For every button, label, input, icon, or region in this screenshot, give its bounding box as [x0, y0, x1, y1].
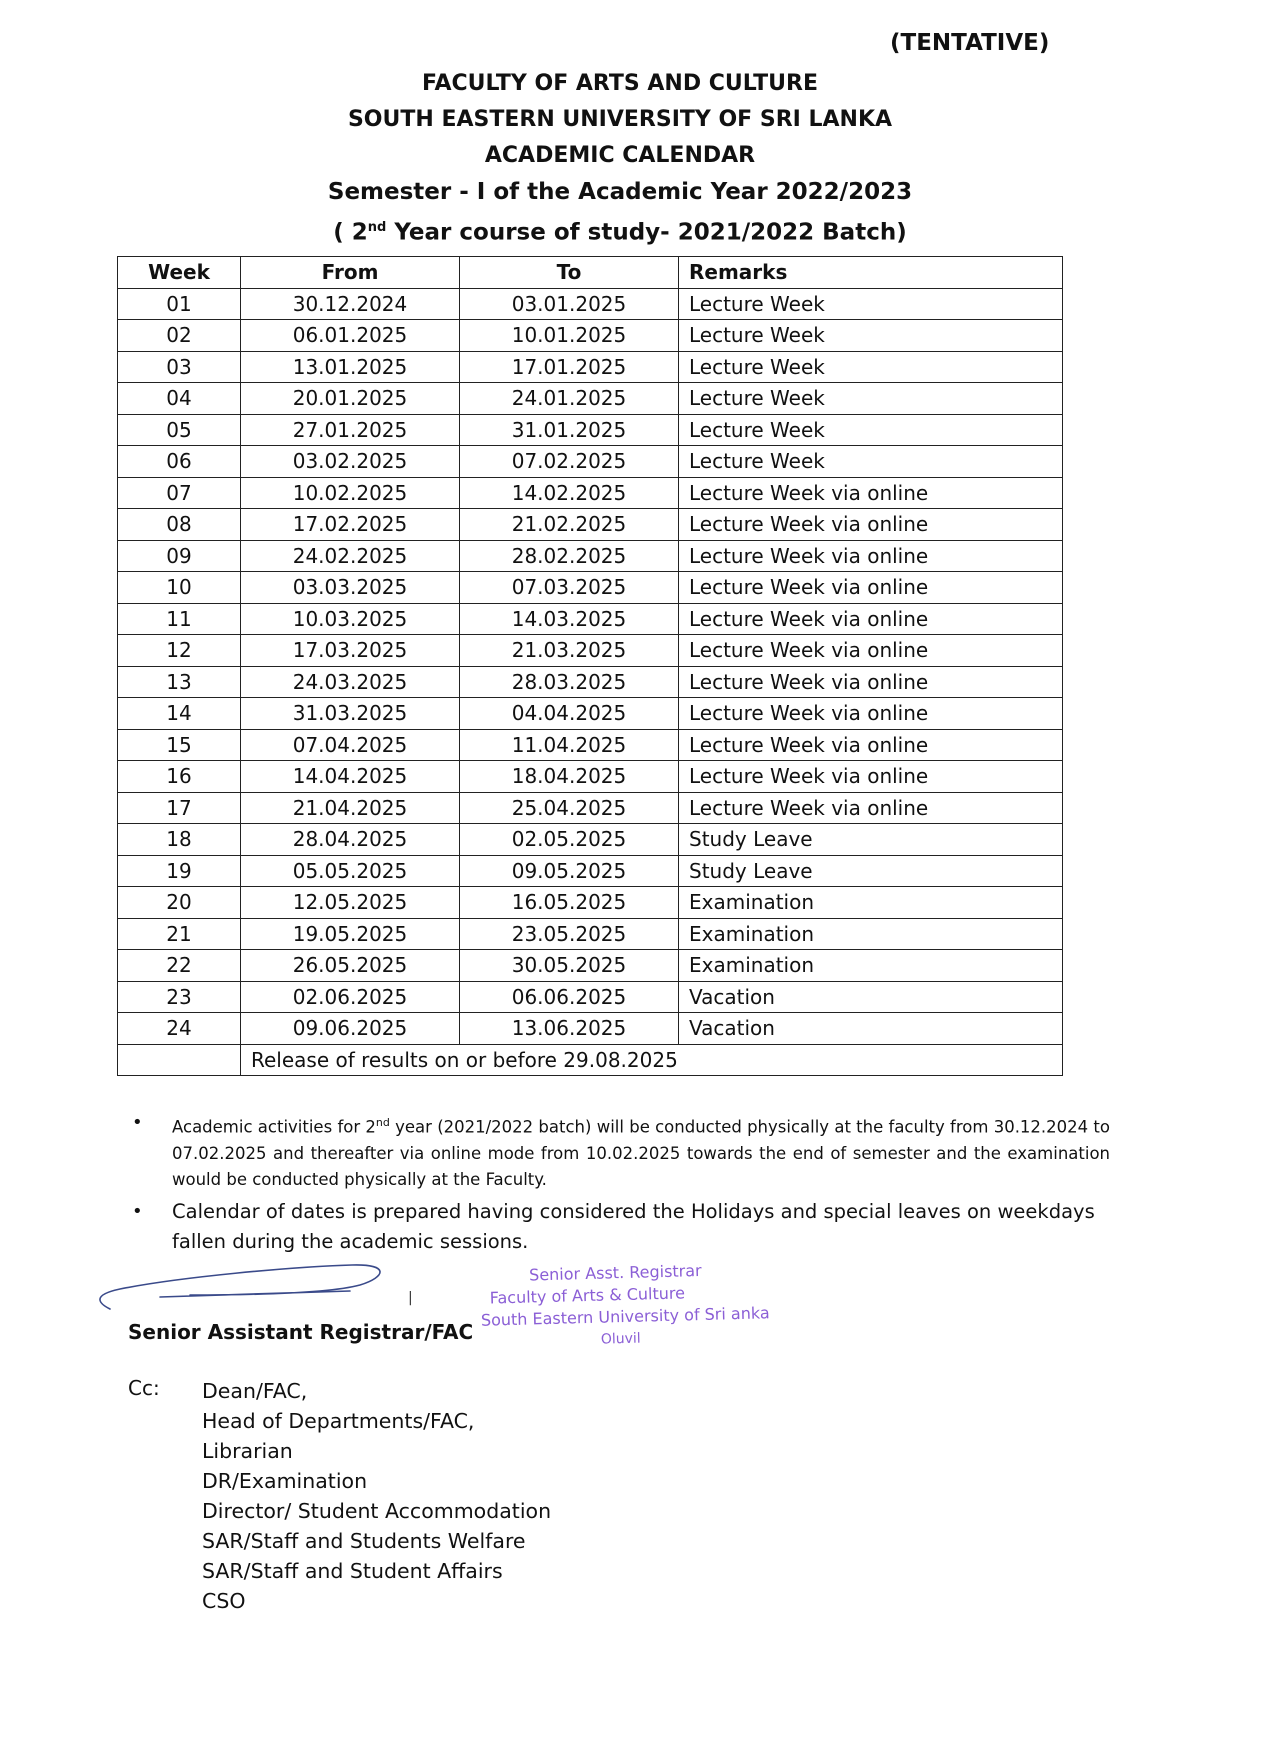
to-date-cell: 04.04.2025 — [460, 698, 679, 730]
remarks-cell: Examination — [679, 950, 1063, 982]
from-date-cell: 21.04.2025 — [241, 792, 460, 824]
week-cell: 05 — [118, 414, 241, 446]
signer-title: Senior Assistant Registrar/FAC — [128, 1320, 474, 1344]
from-date-cell: 03.02.2025 — [241, 446, 460, 478]
week-cell: 18 — [118, 824, 241, 856]
table-row — [118, 509, 1063, 541]
from-date-cell: 27.01.2025 — [241, 414, 460, 446]
to-date-cell: 31.01.2025 — [460, 414, 679, 446]
week-cell: 12 — [118, 635, 241, 667]
from-date-cell: 07.04.2025 — [241, 729, 460, 761]
table-row — [118, 540, 1063, 572]
cc-recipient: Head of Departments/FAC, — [202, 1409, 475, 1433]
notes-list — [130, 1110, 1110, 1257]
table-row — [118, 698, 1063, 730]
remarks-cell: Lecture Week via online — [679, 509, 1063, 541]
tentative-label: (TENTATIVE) — [890, 30, 1050, 56]
to-date-cell: 30.05.2025 — [460, 950, 679, 982]
to-date-cell: 03.01.2025 — [460, 288, 679, 320]
note-item: • Calendar of dates is prepared having considered the Holidays and special leaves on weekdays fallen during the academic sessions. — [130, 1197, 1110, 1257]
week-cell: 17 — [118, 792, 241, 824]
from-date-cell: 14.04.2025 — [241, 761, 460, 793]
week-cell: 22 — [118, 950, 241, 982]
official-stamp: Senior Asst. Registrar Faculty of Arts & Culture South Eastern University of Sri anka Oluvil — [480, 1260, 770, 1348]
remarks-cell: Examination — [679, 918, 1063, 950]
week-cell: 23 — [118, 981, 241, 1013]
week-cell: 03 — [118, 351, 241, 383]
to-date-cell: 14.03.2025 — [460, 603, 679, 635]
university-title: SOUTH EASTERN UNIVERSITY OF SRI LANKA — [347, 107, 893, 132]
from-date-cell: 19.05.2025 — [241, 918, 460, 950]
from-date-cell: 13.01.2025 — [241, 351, 460, 383]
remarks-cell: Lecture Week via online — [679, 572, 1063, 604]
semester-title: Semester - I of the Academic Year 2022/2023 — [327, 179, 913, 205]
week-cell: 02 — [118, 320, 241, 352]
cc-label: Cc: — [128, 1376, 160, 1400]
week-cell: 10 — [118, 572, 241, 604]
from-date-cell: 24.03.2025 — [241, 666, 460, 698]
bullet-icon: • — [132, 1200, 143, 1222]
remarks-cell: Lecture Week — [679, 320, 1063, 352]
from-date-cell: 09.06.2025 — [241, 1013, 460, 1045]
to-date-cell: 07.02.2025 — [460, 446, 679, 478]
from-date-cell: 17.03.2025 — [241, 635, 460, 667]
cc-recipient: CSO — [202, 1589, 246, 1613]
from-date-cell: 03.03.2025 — [241, 572, 460, 604]
cc-recipient: Dean/FAC, — [202, 1379, 308, 1403]
remarks-cell: Lecture Week via online — [679, 698, 1063, 730]
bullet-icon: • — [132, 1112, 143, 1133]
cc-recipient: SAR/Staff and Students Welfare — [202, 1529, 526, 1553]
note-item: • Academic activities for 2nd year (2021/2022 batch) will be conducted physically at the faculty from 30.12.2024 to 07.02.2025 and thereafter via online mode from 10.02.2025 towards the end of semester and the examination would be conducted physically at the Faculty. — [132, 1112, 1110, 1189]
week-cell: 13 — [118, 666, 241, 698]
week-cell: 11 — [118, 603, 241, 635]
table-row — [118, 792, 1063, 824]
from-date-cell: 30.12.2024 — [241, 288, 460, 320]
calendar-table — [117, 256, 1063, 1076]
table-row — [118, 950, 1063, 982]
week-cell: 08 — [118, 509, 241, 541]
to-date-cell: 21.02.2025 — [460, 509, 679, 541]
from-date-cell: 28.04.2025 — [241, 824, 460, 856]
to-date-cell: 14.02.2025 — [460, 477, 679, 509]
cc-recipient: Librarian — [202, 1439, 293, 1463]
table-row — [118, 446, 1063, 478]
cc-recipient-list — [202, 1376, 551, 1616]
week-cell: 20 — [118, 887, 241, 919]
week-cell: 04 — [118, 383, 241, 415]
week-cell: 15 — [118, 729, 241, 761]
remarks-cell: Lecture Week via online — [679, 792, 1063, 824]
week-cell: 01 — [118, 288, 241, 320]
remarks-cell: Lecture Week via online — [679, 540, 1063, 572]
batch-title: ( 2nd Year course of study- 2021/2022 Batch) — [333, 219, 907, 246]
remarks-cell: Vacation — [679, 1013, 1063, 1045]
week-cell: 24 — [118, 1013, 241, 1045]
document-header — [0, 66, 1240, 246]
table-row — [118, 351, 1063, 383]
remarks-cell: Study Leave — [679, 824, 1063, 856]
cc-recipient: DR/Examination — [202, 1469, 368, 1493]
remarks-cell: Lecture Week — [679, 351, 1063, 383]
cc-recipient: Director/ Student Accommodation — [202, 1499, 552, 1523]
table-row — [118, 603, 1063, 635]
week-cell: 16 — [118, 761, 241, 793]
to-date-cell: 25.04.2025 — [460, 792, 679, 824]
faculty-title: FACULTY OF ARTS AND CULTURE — [422, 71, 818, 96]
to-date-cell: 16.05.2025 — [460, 887, 679, 919]
table-row — [118, 729, 1063, 761]
remarks-cell: Lecture Week via online — [679, 477, 1063, 509]
table-row — [118, 572, 1063, 604]
to-date-cell: 09.05.2025 — [460, 855, 679, 887]
remarks-cell: Vacation — [679, 981, 1063, 1013]
column-header-week: Week — [118, 257, 241, 289]
to-date-cell: 13.06.2025 — [460, 1013, 679, 1045]
cc-recipient: SAR/Staff and Student Affairs — [202, 1559, 503, 1583]
column-header-to: To — [460, 257, 679, 289]
table-row — [118, 887, 1063, 919]
table-row — [118, 288, 1063, 320]
to-date-cell: 21.03.2025 — [460, 635, 679, 667]
week-cell: 21 — [118, 918, 241, 950]
week-cell: 19 — [118, 855, 241, 887]
table-row — [118, 635, 1063, 667]
to-date-cell: 28.02.2025 — [460, 540, 679, 572]
week-cell: 06 — [118, 446, 241, 478]
table-header-row — [118, 257, 1063, 289]
remarks-cell: Lecture Week via online — [679, 729, 1063, 761]
column-header-from: From — [241, 257, 460, 289]
results-release-note: Release of results on or before 29.08.2025 — [241, 1044, 1063, 1076]
to-date-cell: 18.04.2025 — [460, 761, 679, 793]
table-row — [118, 320, 1063, 352]
table-row — [118, 477, 1063, 509]
column-header-remarks: Remarks — [679, 257, 1063, 289]
table-row — [118, 1013, 1063, 1045]
week-cell: 07 — [118, 477, 241, 509]
from-date-cell: 12.05.2025 — [241, 887, 460, 919]
to-date-cell: 17.01.2025 — [460, 351, 679, 383]
table-row — [118, 666, 1063, 698]
from-date-cell: 10.02.2025 — [241, 477, 460, 509]
table-row — [118, 761, 1063, 793]
to-date-cell: 24.01.2025 — [460, 383, 679, 415]
table-row — [118, 824, 1063, 856]
remarks-cell: Study Leave — [679, 855, 1063, 887]
table-row — [118, 855, 1063, 887]
to-date-cell: 10.01.2025 — [460, 320, 679, 352]
table-row — [118, 981, 1063, 1013]
table-row — [118, 383, 1063, 415]
calendar-table-body — [118, 288, 1063, 1044]
from-date-cell: 10.03.2025 — [241, 603, 460, 635]
release-row — [118, 1044, 1063, 1076]
remarks-cell: Lecture Week via online — [679, 761, 1063, 793]
table-row — [118, 414, 1063, 446]
week-cell: 14 — [118, 698, 241, 730]
calendar-title: ACADEMIC CALENDAR — [484, 143, 756, 168]
from-date-cell: 20.01.2025 — [241, 383, 460, 415]
week-cell: 09 — [118, 540, 241, 572]
remarks-cell: Lecture Week — [679, 414, 1063, 446]
remarks-cell: Lecture Week via online — [679, 603, 1063, 635]
to-date-cell: 23.05.2025 — [460, 918, 679, 950]
from-date-cell: 26.05.2025 — [241, 950, 460, 982]
remarks-cell: Examination — [679, 887, 1063, 919]
to-date-cell: 07.03.2025 — [460, 572, 679, 604]
from-date-cell: 06.01.2025 — [241, 320, 460, 352]
to-date-cell: 11.04.2025 — [460, 729, 679, 761]
remarks-cell: Lecture Week via online — [679, 666, 1063, 698]
release-row-blank — [118, 1044, 241, 1076]
to-date-cell: 06.06.2025 — [460, 981, 679, 1013]
table-row — [118, 918, 1063, 950]
handwritten-signature — [90, 1255, 420, 1325]
from-date-cell: 05.05.2025 — [241, 855, 460, 887]
from-date-cell: 02.06.2025 — [241, 981, 460, 1013]
from-date-cell: 17.02.2025 — [241, 509, 460, 541]
remarks-cell: Lecture Week — [679, 288, 1063, 320]
remarks-cell: Lecture Week — [679, 446, 1063, 478]
from-date-cell: 31.03.2025 — [241, 698, 460, 730]
remarks-cell: Lecture Week — [679, 383, 1063, 415]
to-date-cell: 02.05.2025 — [460, 824, 679, 856]
from-date-cell: 24.02.2025 — [241, 540, 460, 572]
signature-mark: | — [408, 1290, 413, 1306]
remarks-cell: Lecture Week via online — [679, 635, 1063, 667]
to-date-cell: 28.03.2025 — [460, 666, 679, 698]
